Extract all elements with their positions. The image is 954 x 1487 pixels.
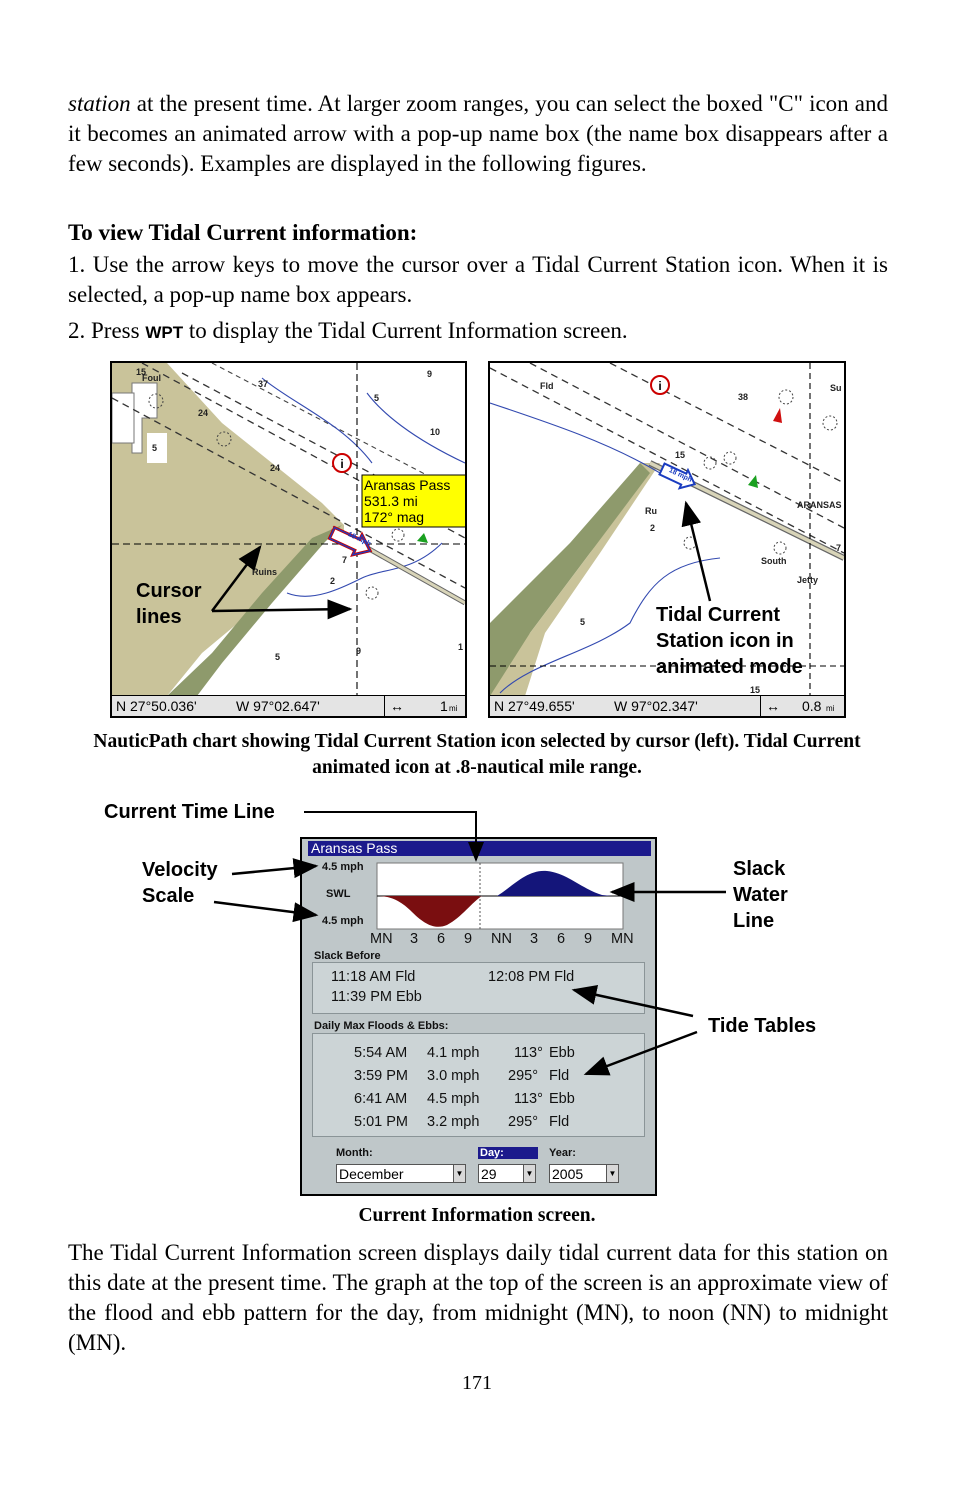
step-2 [68,316,888,348]
max-time: 3:59 PM [354,1068,408,1084]
time-tick: 6 [437,931,446,947]
sounding: 5 [580,617,586,627]
longitude: W 97°02.647' [236,698,320,714]
max-direction: 113° [514,1045,543,1061]
label-jetty: Jetty [797,575,819,585]
sounding: 5 [152,443,158,453]
time-tick: 3 [410,931,419,947]
map-scale-unit: mi [449,704,458,713]
svg-text:i: i [658,379,662,393]
time-tick: 9 [464,931,473,947]
label-ru: Ru [645,506,657,516]
max-direction: 295° [508,1068,538,1084]
scale-arrows-icon: ↔ [766,698,780,714]
time-tick: 6 [557,931,566,947]
section-heading: To view Tidal Current information: [68,220,418,245]
map-right-statusbar [490,695,844,716]
day-value: 29 [481,1166,497,1182]
sounding: 9 [427,369,433,379]
time-tick: MN [611,931,634,947]
step-2-before: 2. Press [68,318,146,343]
max-time: 6:41 AM [354,1091,408,1107]
intro-italic: station [68,91,131,116]
month-value: December [339,1166,404,1182]
max-speed: 3.0 mph [427,1068,480,1084]
max-type: Fld [549,1068,570,1084]
slack-entry: 12:08 PM Fld [488,969,575,985]
swl-label: SWL [326,888,351,900]
time-tick: MN [370,931,393,947]
max-type: Ebb [549,1091,575,1107]
month-label: Month: [336,1147,373,1159]
label-fld: Fld [540,381,554,391]
label-aransas: ARANSAS [797,500,842,510]
wpt-key: WPT [145,323,184,342]
velocity-scale-bottom: 4.5 mph [322,915,364,927]
max-speed: 4.1 mph [427,1045,480,1061]
year-label: Year: [549,1147,576,1159]
current-time-line-callout: Current Time Line [104,801,275,823]
step-1: 1. Use the arrow keys to move the cursor over a Tidal Current Station icon. When it is selected, a pop-up name box appears. [68,252,888,307]
max-direction: 113° [514,1091,543,1107]
max-time: 5:54 AM [354,1045,408,1061]
sounding: 15 [136,367,147,377]
sounding: 7 [342,555,348,565]
max-time: 5:01 PM [354,1114,408,1130]
max-speed: 4.5 mph [427,1091,480,1107]
sounding: 38 [738,392,749,402]
tide-tables-callout: Tide Tables [708,1015,817,1037]
month-select[interactable] [336,1164,466,1183]
figure-caption-1: NauticPath chart showing Tidal Current Station icon selected by cursor (left). Tidal Current animated icon at .8-nautical mile range. [93,731,861,778]
slack-entry: 11:18 AM Fld [331,969,416,985]
sounding: 1 [458,642,464,652]
map-left [110,361,467,718]
sounding: 37 [258,379,269,389]
longitude: W 97°02.347' [614,698,698,714]
page-number: 171 [462,1372,492,1394]
popup-line: 172° mag [364,509,425,525]
sounding: 15 [750,685,761,695]
day-select[interactable] [478,1164,536,1183]
year-value: 2005 [552,1166,584,1182]
intro-text: at the present time. At larger zoom ranges, you can select the boxed "C" icon and it becomes an animated arrow with a pop-up name box (the name box disappears after a few seconds). Examples are displayed in the following figures. [68,91,888,176]
sounding: 5 [374,393,380,403]
sounding: 24 [270,463,281,473]
tide-title-bar: Aransas Pass [308,841,651,856]
figure-caption-2: Current Information screen. [358,1205,596,1226]
sounding: 7 [836,543,842,553]
slack-water-line-callout: Slack Water Line [733,858,788,932]
tidal-icon-callout: Tidal Current Station icon in animated mode [656,604,803,678]
tidal-current-screen [300,837,657,1196]
map-right [488,361,846,718]
popup-line: 531.3 mi [364,493,418,509]
label-ruins: Ruins [252,567,278,577]
label-su: Su [830,383,842,393]
sounding: 15 [675,450,686,460]
sounding: 5 [275,652,281,662]
chevron-down-icon[interactable]: ▼ [523,1165,535,1182]
max-type: Ebb [549,1045,575,1061]
arrow-label: 18 mph [667,467,693,484]
year-select[interactable] [549,1164,619,1183]
velocity-scale-top: 4.5 mph [322,861,364,873]
map-scale: 0.8 [802,698,822,714]
latitude: N 27°49.655' [494,698,575,714]
svg-text:i: i [340,457,344,471]
chevron-down-icon[interactable]: ▼ [453,1165,465,1182]
closing-paragraph: The Tidal Current Information screen displays daily tidal current data for this station on this date at the present time. The graph at the top of the screen is an approximate view of the flood and ebb pattern for the day, from midnight (MN), to noon (NN) to midnight (MN). [68,1240,888,1355]
map-scale-unit: mi [826,704,835,713]
velocity-scale-callout: Velocity Scale [142,859,218,907]
map-scale: 1 [440,698,448,714]
max-direction: 295° [508,1114,538,1130]
label-south: South [761,556,787,566]
sounding: 2 [330,576,336,586]
scale-arrows-icon: ↔ [390,698,404,714]
sounding: 10 [430,427,441,437]
time-tick: NN [491,931,512,947]
label-foul: Foul [142,373,161,383]
popup-line: Aransas Pass [364,477,451,493]
map-left-statusbar [112,695,465,716]
day-label: Day: [478,1147,538,1159]
intro-paragraph [68,89,888,179]
arrow-label: 18 mph [346,531,372,548]
time-tick: 9 [584,931,593,947]
cursor-lines-arrows [112,363,465,696]
slack-before-header: Slack Before [314,950,381,962]
max-speed: 3.2 mph [427,1114,480,1130]
cursor-lines-callout: Cursor lines [136,580,202,628]
max-type: Fld [549,1114,570,1130]
time-tick: 3 [530,931,539,947]
sounding: 2 [650,523,656,533]
step-2-after: to display the Tidal Current Information screen. [183,318,628,343]
slack-entry: 11:39 PM Ebb [331,989,422,1005]
sounding: 24 [198,408,209,418]
daily-max-header: Daily Max Floods & Ebbs: [314,1020,449,1032]
latitude: N 27°50.036' [116,698,197,714]
sounding: 9 [356,646,362,656]
chevron-down-icon[interactable]: ▼ [606,1165,618,1182]
